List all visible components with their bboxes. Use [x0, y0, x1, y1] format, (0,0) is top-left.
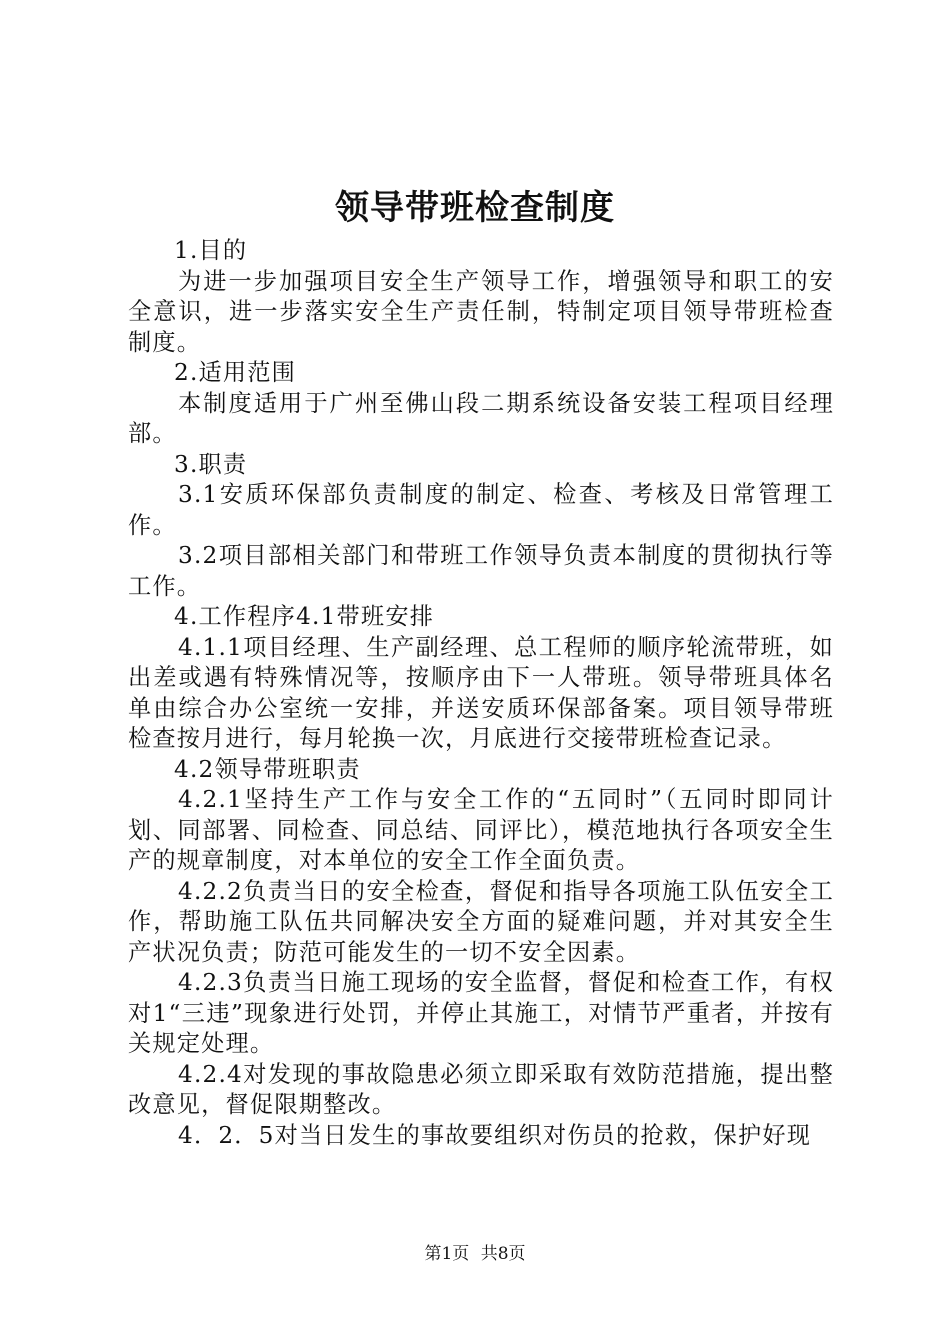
paragraph-4-2-1: 4.2.1坚持生产工作与安全工作的“五同时”（五同时即同计划、同部署、同检查、同总结、同评比），模范地执行各项安全生产的规章制度，对本单位的安全工作全面负责。 [128, 786, 834, 874]
paragraph-4-1-1: 4.1.1项目经理、生产副经理、总工程师的顺序轮流带班，如出差或遇有特殊情况等，按顺序由下一人带班。领导带班具体名单由综合办公室统一安排，并送安质环保部备案。项目领导带班检查按月进行，每月轮换一次，月底进行交接带班检查记录。 [128, 633, 834, 752]
paragraph-purpose: 为进一步加强项目安全生产领导工作，增强领导和职工的安全意识，进一步落实安全生产责任制，特制定项目领导带班检查制度。 [128, 267, 834, 356]
section-heading-4-2: 4.2领导带班职责 [174, 755, 361, 783]
paragraph-4-2-3: 4.2.3负责当日施工现场的安全监督，督促和检查工作，有权对1“三违”现象进行处罚，并停止其施工，对情节严重者，并按有关规定处理。 [128, 969, 834, 1057]
paragraph-4-2-2: 4.2.2负责当日的安全检查，督促和指导各项施工队伍安全工作，帮助施工队伍共同解决安全方面的疑难问题，并对其安全生产状况负责；防范可能发生的一切不安全因素。 [128, 877, 834, 966]
section-heading-duties: 3.职责 [174, 450, 248, 478]
paragraph-4-2-5: 4．2．5对当日发生的事故要组织对伤员的抢救，保护好现 [178, 1121, 812, 1149]
document-body [128, 236, 834, 1151]
paragraph-duty-3-2: 3.2项目部相关部门和带班工作领导负责本制度的贯彻执行等工作。 [128, 542, 834, 600]
section-heading-procedure: 4.工作程序4.1带班安排 [174, 603, 435, 630]
page-footer [0, 1242, 950, 1266]
paragraph-scope: 本制度适用于广州至佛山段二期系统设备安装工程项目经理部。 [128, 389, 834, 447]
section-heading-scope: 2.适用范围 [174, 359, 297, 386]
page-total: 共8页 [480, 1244, 526, 1264]
document-title: 领导带班检查制度 [335, 188, 615, 228]
paragraph-duty-3-1: 3.1安质环保部负责制度的制定、检查、考核及日常管理工作。 [128, 481, 834, 539]
paragraph-4-2-4: 4.2.4对发现的事故隐患必须立即采取有效防范措施，提出整改意见，督促限期整改。 [128, 1060, 834, 1118]
section-heading-purpose: 1.目的 [174, 237, 248, 264]
page-number: 第1页 [424, 1244, 470, 1264]
